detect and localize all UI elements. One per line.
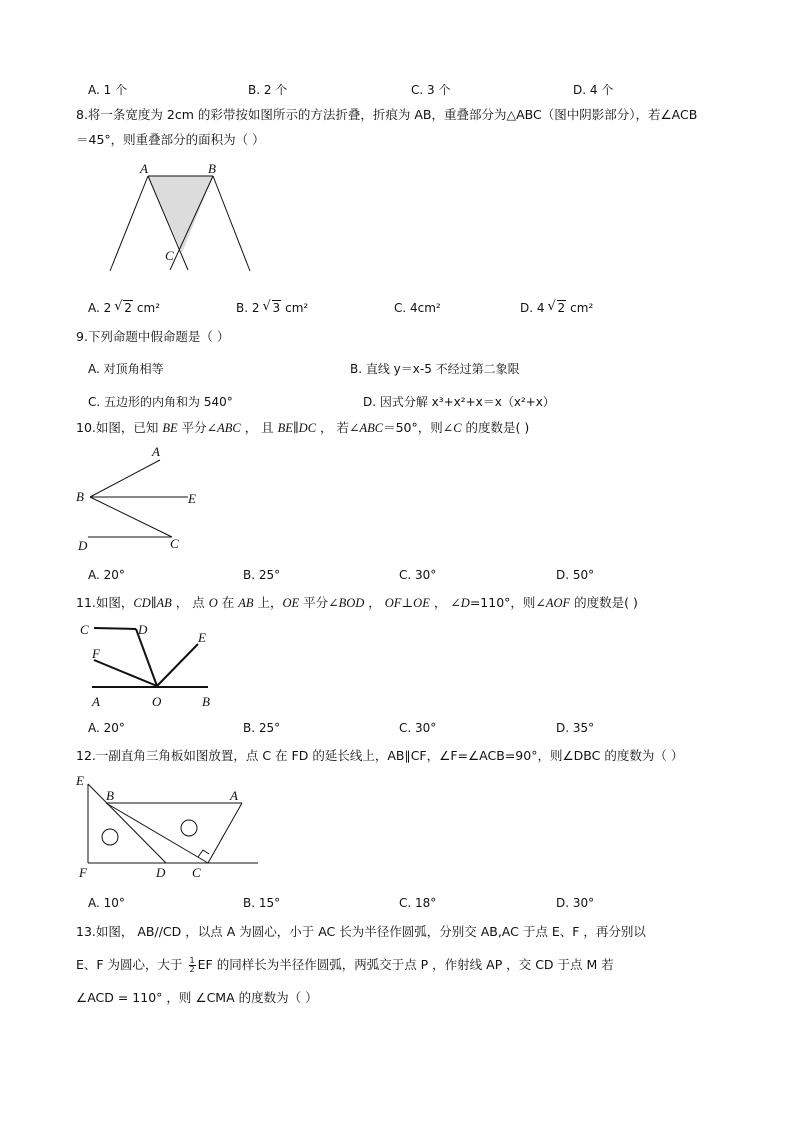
q11-label-a: A: [92, 694, 100, 709]
q9-option-a: A. 对顶角相等: [88, 362, 164, 376]
q8-label-b: B: [208, 161, 216, 176]
q11-label-d: D: [138, 622, 148, 637]
q10-option-c: C. 30°: [399, 568, 437, 582]
q10-label-c: C: [170, 536, 179, 551]
q12-option-d: D. 30°: [556, 896, 595, 910]
q12-label-e: E: [76, 773, 84, 788]
q11-option-c: C. 30°: [399, 721, 437, 735]
q10-stem: 10.如图，已知 BE 平分∠ABC ， 且 BE∥DC ， 若∠ABC＝50°，则∠C 的度数是( ): [76, 420, 530, 435]
q7-option-c: C. 3 个: [411, 83, 451, 97]
q9-option-c: C. 五边形的内角和为 540°: [88, 395, 233, 409]
q11-label-f: F: [92, 646, 100, 661]
q13-stem-line3: ∠ACD = 110° ，则 ∠CMA 的度数为（ ）: [76, 990, 318, 1005]
q11-label-c: C: [80, 622, 89, 637]
q8-option-c: C. 4cm²: [394, 301, 441, 315]
q12-label-b: B: [106, 788, 114, 803]
q8-stem-line2: ＝45°，则重叠部分的面积为（ ）: [76, 132, 265, 147]
q10-option-b: B. 25°: [243, 568, 281, 582]
q12-figure: [76, 770, 266, 885]
q8-label-a: A: [140, 161, 148, 176]
q8-shaded-triangle: [148, 176, 213, 253]
q7-option-a: A. 1 个: [88, 83, 128, 97]
q11-label-e: E: [198, 630, 206, 645]
q8-option-a: A. 2√ 2 cm²: [88, 301, 160, 315]
q11-label-b: B: [202, 694, 210, 709]
q8-option-d: D. 4√ 2 cm²: [520, 301, 593, 315]
q8-stem-line1: 8.将一条宽度为 2cm 的彩带按如图所示的方法折叠，折痕为 AB，重叠部分为△ABC（图中阴影部分），若∠ACB: [76, 107, 698, 122]
q12-label-d: D: [156, 865, 166, 880]
q12-option-b: B. 15°: [243, 896, 281, 910]
q12-label-a: A: [230, 788, 238, 803]
q7-option-d: D. 4 个: [573, 83, 614, 97]
q11-option-a: A. 20°: [88, 721, 125, 735]
q10-label-e: E: [188, 491, 196, 506]
q11-figure: [76, 618, 226, 713]
q10-label-d: D: [78, 538, 88, 553]
q10-option-a: A. 20°: [88, 568, 125, 582]
q8-option-b: B. 2√ 3 cm²: [236, 301, 308, 315]
q8-figure: [100, 158, 260, 278]
q11-label-o: O: [152, 694, 162, 709]
q7-option-b: B. 2 个: [248, 83, 288, 97]
q12-option-a: A. 10°: [88, 896, 125, 910]
q12-label-f: F: [79, 865, 87, 880]
q10-option-d: D. 50°: [556, 568, 595, 582]
q13-stem-line2: E、F 为圆心，大于 $\frac{1}{2}$ EF 的同样长为半径作圆弧，两弧交于点 P ，作射线 AP ，交 CD 于点 M 若: [76, 956, 614, 974]
q11-option-b: B. 25°: [243, 721, 281, 735]
q9-option-d: D. 因式分解 x³+x²+x＝x（x²+x）: [363, 395, 555, 409]
q12-option-c: C. 18°: [399, 896, 437, 910]
q9-stem: 9.下列命题中假命题是（ ）: [76, 329, 230, 344]
q12-label-c: C: [192, 865, 201, 880]
q10-figure: [70, 442, 210, 557]
q11-stem: 11.如图，CD∥AB ， 点 O 在 AB 上，OE 平分∠BOD ， OF⊥OE ， ∠D=110°，则∠AOF 的度数是( ): [76, 595, 638, 610]
q9-option-b: B. 直线 y＝x-5 不经过第二象限: [350, 362, 520, 376]
q10-label-a: A: [152, 444, 160, 459]
q8-label-c: C: [165, 248, 174, 263]
q13-stem-line1: 13.如图， AB//CD ，以点 A 为圆心，小于 AC 长为半径作圆弧，分别交 AB,AC 于点 E、F ，再分别以: [76, 924, 646, 939]
q12-stem: 12.一副直角三角板如图放置，点 C 在 FD 的延长线上，AB∥CF，∠F=∠ACB=90°，则∠DBC 的度数为（ ）: [76, 748, 684, 763]
q10-label-b: B: [76, 489, 84, 504]
q13-fraction: $\frac{1}{2}$: [189, 956, 195, 974]
q11-option-d: D. 35°: [556, 721, 595, 735]
